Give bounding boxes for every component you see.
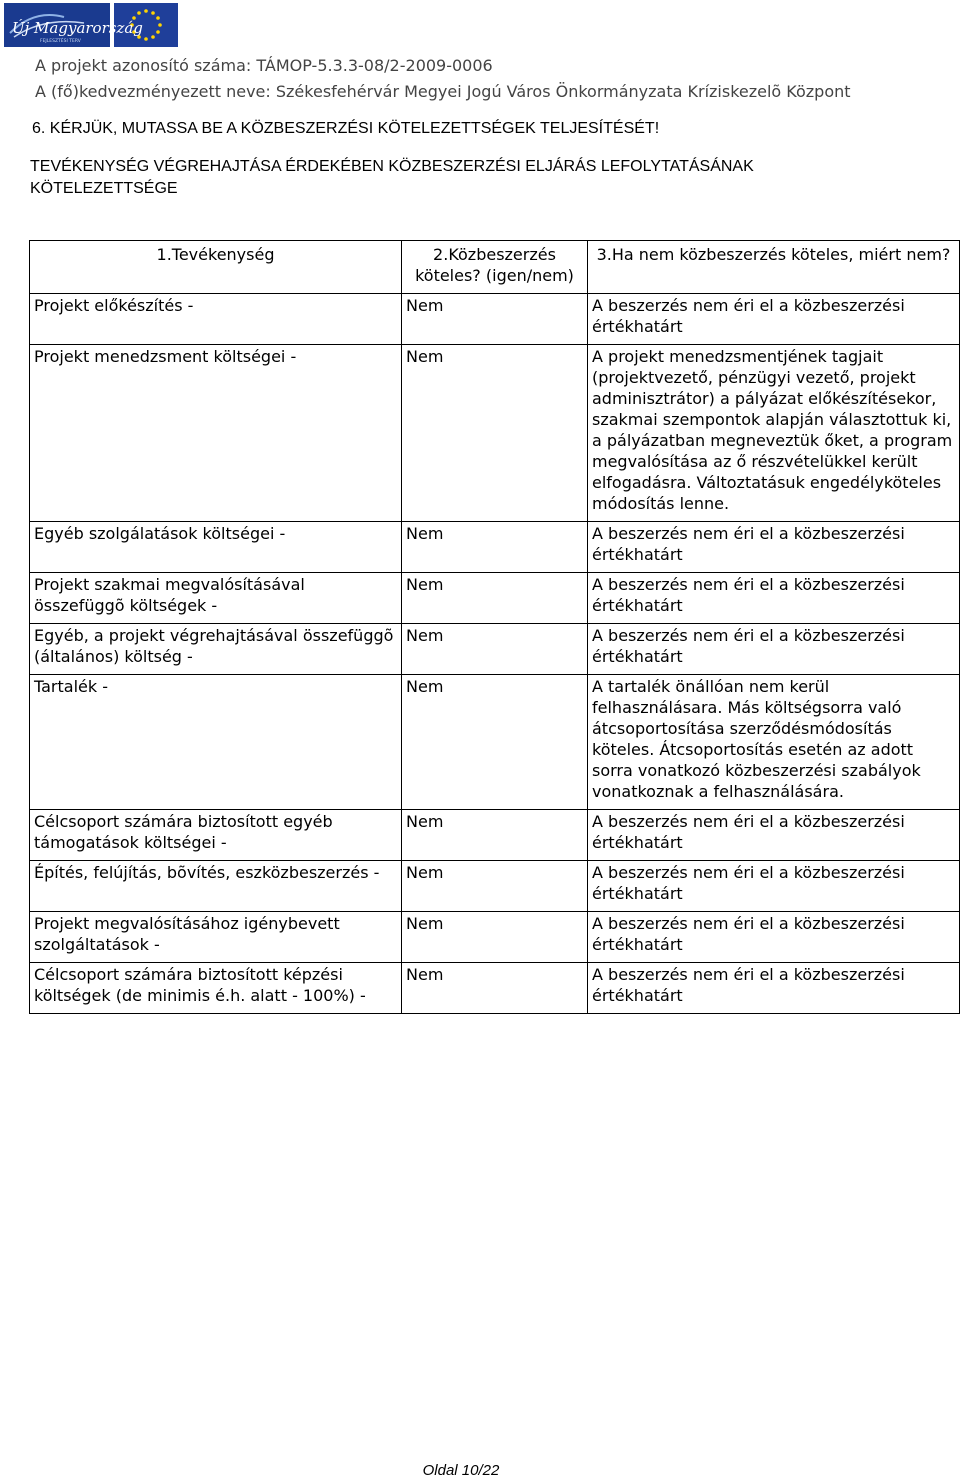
table-row <box>30 522 960 573</box>
header-activity: 1.Tevékenység <box>30 241 402 294</box>
required-cell: Nem <box>402 810 588 861</box>
svg-text:FEJLESZTÉSI TERV: FEJLESZTÉSI TERV <box>40 39 81 44</box>
activity-cell: Építés, felújítás, bõvítés, eszközbeszerzés - <box>30 861 402 912</box>
activity-cell: Egyéb, a projekt végrehajtásával összefüggõ (általános) költség - <box>30 624 402 675</box>
reason-cell: A beszerzés nem éri el a közbeszerzési értékhatárt <box>588 963 960 1014</box>
table-row <box>30 861 960 912</box>
activity-cell: Projekt előkészítés - <box>30 294 402 345</box>
header-logos <box>4 3 178 47</box>
beneficiary-name: A (fő)kedvezményezett neve: Székesfehérvár Megyei Jogú Város Önkormányzata Kríziskezelõ Központ <box>35 82 851 101</box>
required-cell: Nem <box>402 675 588 810</box>
table-row <box>30 573 960 624</box>
activity-cell: Célcsoport számára biztosított képzési költségek (de minimis é.h. alatt - 100%) - <box>30 963 402 1014</box>
activity-cell: Projekt menedzsment költségei - <box>30 345 402 522</box>
uj-magyarorszag-logo <box>4 3 143 47</box>
reason-cell: A beszerzés nem éri el a közbeszerzési értékhatárt <box>588 294 960 345</box>
activity-cell: Célcsoport számára biztosított egyéb támogatások költségei - <box>30 810 402 861</box>
header-reason: 3.Ha nem közbeszerzés köteles, miért nem? <box>588 241 960 294</box>
reason-cell: A beszerzés nem éri el a közbeszerzési értékhatárt <box>588 810 960 861</box>
page-number: Oldal 10/22 <box>422 1462 500 1479</box>
required-cell: Nem <box>402 963 588 1014</box>
project-id: A projekt azonosító száma: TÁMOP-5.3.3-08/2-2009-0006 <box>35 56 493 75</box>
activity-cell: Egyéb szolgálatások költségei - <box>30 522 402 573</box>
table-row <box>30 294 960 345</box>
table-row <box>30 345 960 522</box>
activity-cell: Projekt megvalósításához igénybevett szolgáltatások - <box>30 912 402 963</box>
required-cell: Nem <box>402 294 588 345</box>
table-row <box>30 810 960 861</box>
reason-cell: A beszerzés nem éri el a közbeszerzési értékhatárt <box>588 624 960 675</box>
svg-text:Új Magyarország: Új Magyarország <box>12 19 143 37</box>
reason-cell: A beszerzés nem éri el a közbeszerzési értékhatárt <box>588 861 960 912</box>
activity-cell: Projekt szakmai megvalósításával összefüggõ költségek - <box>30 573 402 624</box>
required-cell: Nem <box>402 522 588 573</box>
section-question: 6. KÉRJÜK, MUTASSA BE A KÖZBESZERZÉSI KÖTELEZETTSÉGEK TELJESÍTÉSÉT! <box>32 120 660 137</box>
procurement-table <box>29 240 960 1014</box>
required-cell: Nem <box>402 573 588 624</box>
table-row <box>30 675 960 810</box>
reason-cell: A beszerzés nem éri el a közbeszerzési értékhatárt <box>588 522 960 573</box>
header-procurement-required: 2.Közbeszerzés köteles? (igen/nem) <box>402 241 588 294</box>
activity-cell: Tartalék - <box>30 675 402 810</box>
reason-cell: A beszerzés nem éri el a közbeszerzési értékhatárt <box>588 573 960 624</box>
table-header-row <box>30 241 960 294</box>
reason-cell: A beszerzés nem éri el a közbeszerzési értékhatárt <box>588 912 960 963</box>
section-subtitle: TEVÉKENYSÉG VÉGREHAJTÁSA ÉRDEKÉBEN KÖZBESZERZÉSI ELJÁRÁS LEFOLYTATÁSÁNAK KÖTELEZETTSÉGE <box>30 158 754 197</box>
required-cell: Nem <box>402 624 588 675</box>
table-row <box>30 624 960 675</box>
table-row <box>30 912 960 963</box>
reason-cell: A projekt menedzsmentjének tagjait (projektvezető, pénzügyi vezető, projekt adminisztrátor) a pályázat előkészítésekor, szakmai szempontok alapján választottuk ki, a pályázatban megneveztük őket, a program megvalósítása az ő részvételükkel került elfogadásra. Változtatásuk engedélyköteles módosítás lenne. <box>588 345 960 522</box>
required-cell: Nem <box>402 912 588 963</box>
required-cell: Nem <box>402 861 588 912</box>
table-row <box>30 963 960 1014</box>
required-cell: Nem <box>402 345 588 522</box>
reason-cell: A tartalék önállóan nem kerül felhasználásara. Más költségsorra való átcsoportosítása szerződésmódosítás köteles. Átcsoportosítás esetén az adott sorra vonatkozó közbeszerzési szabályok vonatkoznak a felhasználására. <box>588 675 960 810</box>
